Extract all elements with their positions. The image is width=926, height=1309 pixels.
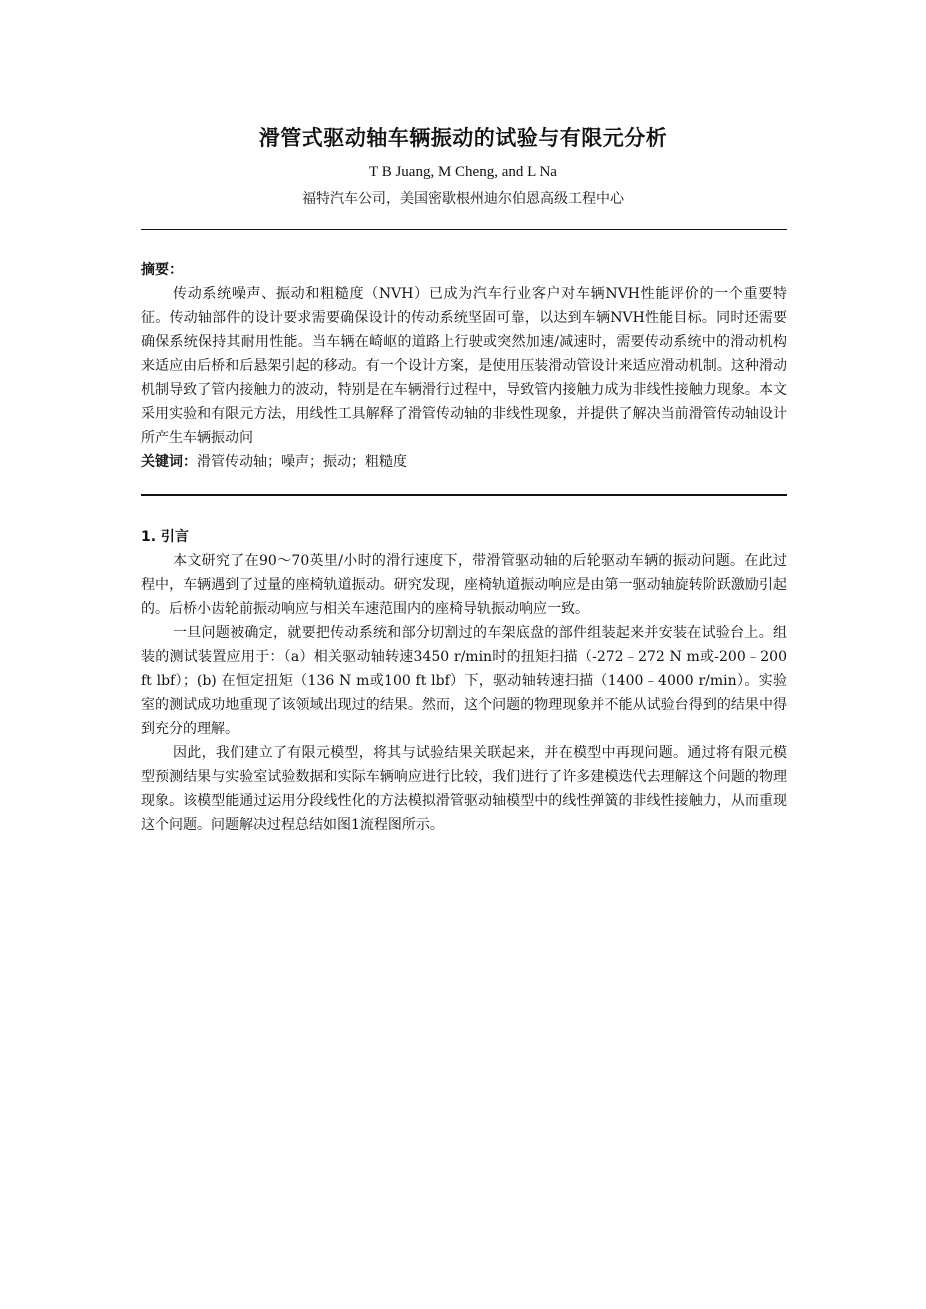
intro-heading: 1. 引言: [141, 529, 189, 545]
paper-affiliation: 福特汽车公司，美国密歇根州迪尔伯恩高级工程中心: [302, 191, 624, 207]
keywords-text: 滑管传动轴；噪声；振动；粗糙度: [197, 454, 407, 470]
intro-paragraph-3: 因此，我们建立了有限元模型，将其与试验结果关联起来，并在模型中再现问题。通过将有限元模型预测结果与实验室试验数据和实际车辆响应进行比较，我们进行了许多建模迭代去理解这个问题的物理现象。该模型能通过运用分段线性化的方法模拟滑管驱动轴模型中的线性弹簧的非线性接触力，从而重现这个问题。问题解决过程总结如图1流程图所示。: [141, 745, 787, 833]
abstract-divider: [141, 494, 787, 496]
abstract-text: 传动系统噪声、振动和粗糙度（NVH）已成为汽车行业客户对车辆NVH性能评价的一个重要特征。传动轴部件的设计要求需要确保设计的传动系统坚固可靠，以达到车辆NVH性能目标。同时还需要确保系统保持其耐用性能。当车辆在崎岖的道路上行驶或突然加速/减速时，需要传动系统中的滑动机构来适应由后桥和后悬架引起的移动。有一个设计方案，是使用压装滑动管设计来适应滑动机制。这种滑动机制导致了管内接触力的波动，特别是在车辆滑行过程中，导致管内接触力成为非线性接触力现象。本文采用实验和有限元方法，用线性工具解释了滑管传动轴的非线性现象，并提供了解决当前滑管传动轴设计所产生车辆振动问: [141, 286, 787, 446]
paper-title: 滑管式驱动轴车辆振动的试验与有限元分析: [258, 126, 668, 150]
keywords-label: 关键词：: [141, 454, 197, 470]
paper-authors: T B Juang, M Cheng, and L Na: [369, 164, 557, 180]
intro-paragraph-2: 一旦问题被确定，就要把传动系统和部分切割过的车架底盘的部件组装起来并安装在试验台上。组装的测试装置应用于：（a）相关驱动轴转速3450 r/min时的扭矩扫描（-272﹣272 N m或-200﹣200 ft lbf）；(b) 在恒定扭矩（136 N m或100 ft lbf）下，驱动轴转速扫描（1400﹣4000 r/min）。实验室的测试成功地重现了该领域出现过的结果。然而，这个问题的物理现象并不能从试验台得到的结果中得到充分的理解。: [141, 625, 787, 737]
intro-section: [141, 525, 787, 837]
abstract-section: [141, 258, 787, 474]
intro-paragraph-1: 本文研究了在90～70英里/小时的滑行速度下，带滑管驱动轴的后轮驱动车辆的振动问题。在此过程中，车辆遇到了过量的座椅轨道振动。研究发现，座椅轨道振动响应是由第一驱动轴旋转阶跃激励引起的。后桥小齿轮前振动响应与相关车速范围内的座椅导轨振动响应一致。: [141, 553, 787, 617]
header-divider: [141, 229, 787, 230]
abstract-heading: 摘要：: [141, 262, 183, 278]
keywords-line: [141, 450, 787, 474]
